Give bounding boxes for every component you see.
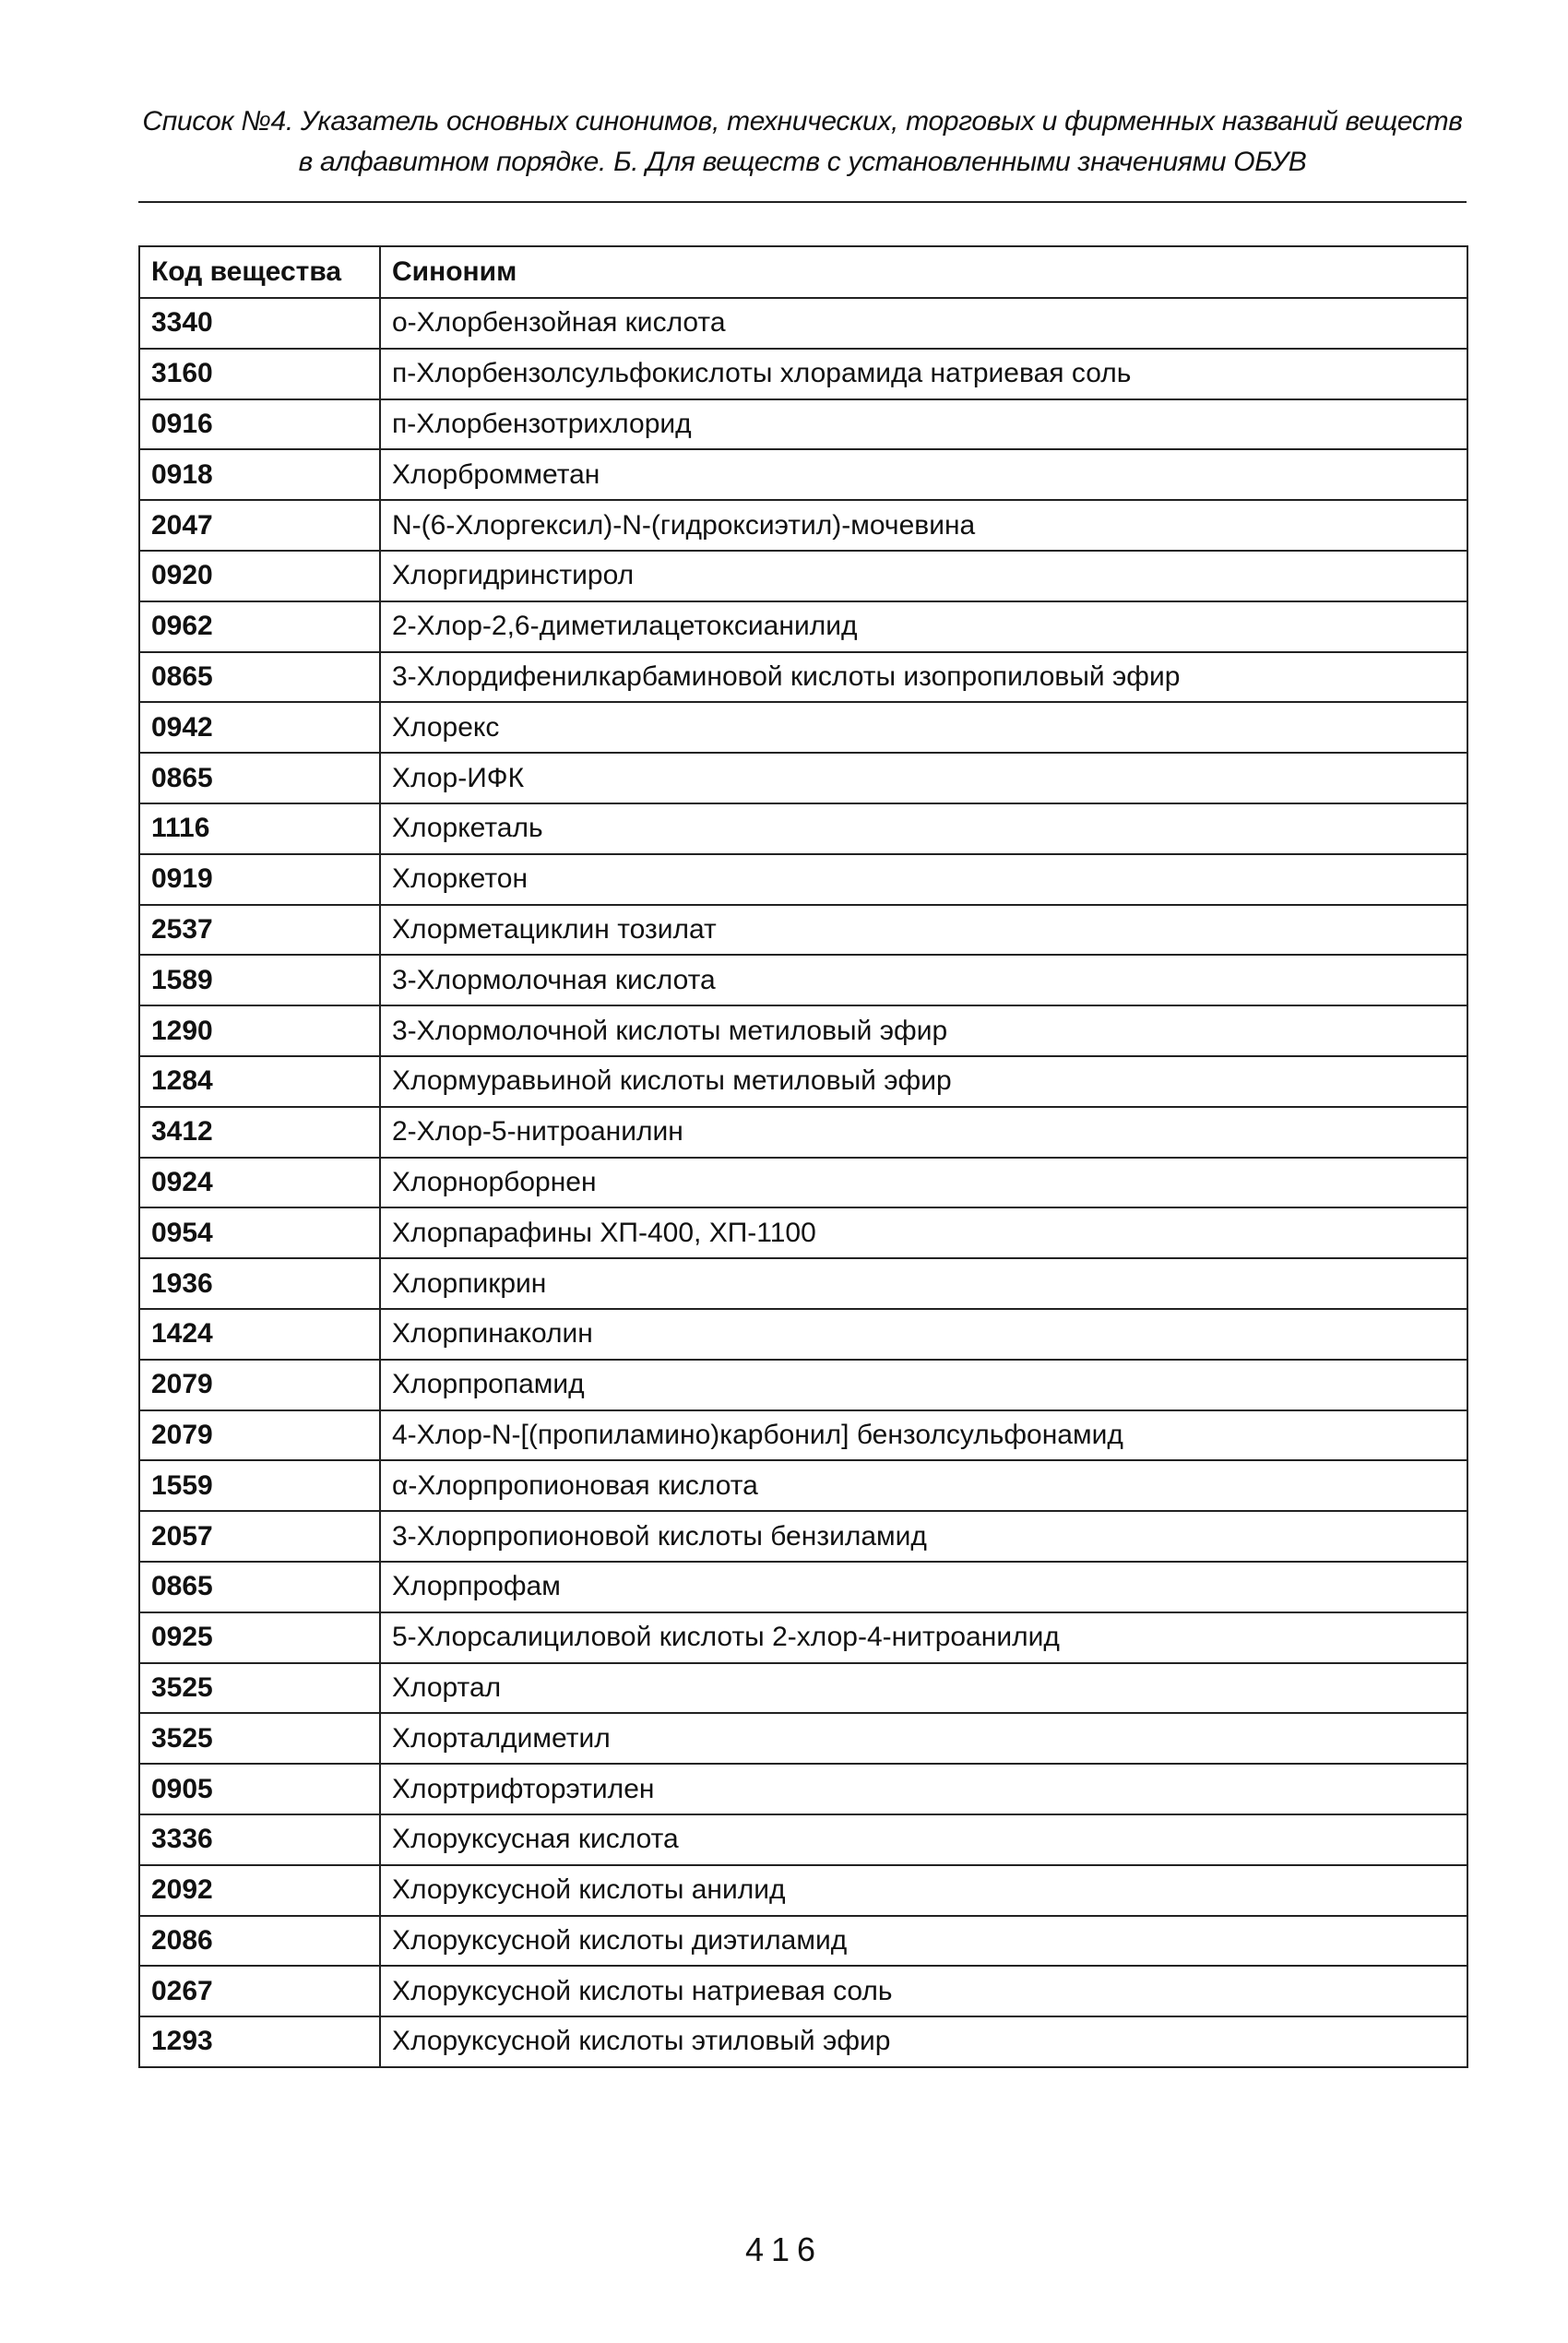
header-title-line-2: в алфавитном порядке. Б. Для веществ с установленными значениями ОБУВ — [298, 147, 1307, 177]
substance-code-cell: 3336 — [139, 1814, 380, 1865]
table-row — [139, 1663, 1467, 1714]
table-row — [139, 1612, 1467, 1663]
synonym-cell: 3-Хлормолочная кислота — [380, 955, 1467, 1005]
synonym-cell: 3-Хлордифенилкарбаминовой кислоты изопропиловый эфир — [380, 652, 1467, 703]
table-row — [139, 1764, 1467, 1814]
column-header-synonym: Синоним — [380, 246, 1467, 298]
table-row — [139, 1814, 1467, 1865]
substance-code-cell: 2079 — [139, 1360, 380, 1410]
synonym-cell: о-Хлорбензойная кислота — [380, 298, 1467, 349]
synonym-cell: 2-Хлор-5-нитроанилин — [380, 1107, 1467, 1158]
substance-code-cell: 2537 — [139, 905, 380, 956]
synonym-cell: Хлорпикрин — [380, 1258, 1467, 1309]
substance-code-cell: 0905 — [139, 1764, 380, 1814]
substance-code-cell: 1116 — [139, 803, 380, 854]
substance-code-cell: 0865 — [139, 753, 380, 803]
table-row — [139, 298, 1467, 349]
synonym-cell: Хлорпропамид — [380, 1360, 1467, 1410]
page-number: 416 — [744, 2230, 824, 2268]
synonym-cell: Хлоруксусной кислоты диэтиламид — [380, 1916, 1467, 1967]
synonyms-table — [138, 245, 1468, 2068]
substance-code-cell: 0865 — [139, 652, 380, 703]
substance-code-cell: 1589 — [139, 955, 380, 1005]
table-row — [139, 1158, 1467, 1208]
substance-code-cell: 0954 — [139, 1207, 380, 1258]
substance-code-cell: 0267 — [139, 1966, 380, 2016]
synonym-cell: 3-Хлорпропионовой кислоты бензиламид — [380, 1511, 1467, 1562]
table-row — [139, 1460, 1467, 1511]
table-row — [139, 1713, 1467, 1764]
synonym-cell: 5-Хлорсалициловой кислоты 2-хлор-4-нитроанилид — [380, 1612, 1467, 1663]
substance-code-cell: 1293 — [139, 2016, 380, 2067]
table-row — [139, 1562, 1467, 1612]
table-row — [139, 652, 1467, 703]
synonym-cell: Хлор-ИФК — [380, 753, 1467, 803]
table-row — [139, 601, 1467, 652]
table-row — [139, 1309, 1467, 1360]
table-row — [139, 1207, 1467, 1258]
column-header-code: Код вещества — [139, 246, 380, 298]
synonym-cell: Хлормуравьиной кислоты метиловый эфир — [380, 1056, 1467, 1107]
substance-code-cell: 2047 — [139, 500, 380, 551]
table-row — [139, 1511, 1467, 1562]
table-row — [139, 551, 1467, 601]
table-body — [139, 298, 1467, 2067]
substance-code-cell: 0920 — [139, 551, 380, 601]
table-header-row — [139, 246, 1467, 298]
substance-code-cell: 0865 — [139, 1562, 380, 1612]
table-row — [139, 702, 1467, 753]
page-header — [138, 101, 1467, 183]
table-row — [139, 2016, 1467, 2067]
table-row — [139, 1107, 1467, 1158]
synonym-cell: Хлоркеталь — [380, 803, 1467, 854]
substance-code-cell: 2079 — [139, 1410, 380, 1461]
substance-code-cell: 1290 — [139, 1005, 380, 1056]
table-row — [139, 1966, 1467, 2016]
substance-code-cell: 1936 — [139, 1258, 380, 1309]
table-row — [139, 753, 1467, 803]
table-row — [139, 1865, 1467, 1916]
substance-code-cell: 0919 — [139, 854, 380, 905]
synonym-cell: п-Хлорбензотрихлорид — [380, 399, 1467, 450]
synonym-cell: Хлорметациклин тозилат — [380, 905, 1467, 956]
header-title-line-1: Список №4. Указатель основных синонимов, технических, торговых и фирменных названий веществ — [142, 106, 1463, 137]
synonym-cell: Хлорекс — [380, 702, 1467, 753]
substance-code-cell: 1559 — [139, 1460, 380, 1511]
synonym-cell: Хлорнорборнен — [380, 1158, 1467, 1208]
synonym-cell: Хлортрифторэтилен — [380, 1764, 1467, 1814]
table-row — [139, 1360, 1467, 1410]
substance-code-cell: 3340 — [139, 298, 380, 349]
table-row — [139, 854, 1467, 905]
substance-code-cell: 1424 — [139, 1309, 380, 1360]
table-row — [139, 500, 1467, 551]
table-row — [139, 1258, 1467, 1309]
table-row — [139, 803, 1467, 854]
synonym-cell: Хлорталдиметил — [380, 1713, 1467, 1764]
table-row — [139, 955, 1467, 1005]
synonym-cell: Хлоркетон — [380, 854, 1467, 905]
synonym-cell: Хлоруксусная кислота — [380, 1814, 1467, 1865]
substance-code-cell: 0962 — [139, 601, 380, 652]
substance-code-cell: 0918 — [139, 449, 380, 500]
substance-code-cell: 0925 — [139, 1612, 380, 1663]
table-row — [139, 1410, 1467, 1461]
table-row — [139, 399, 1467, 450]
synonym-cell: Хлоруксусной кислоты анилид — [380, 1865, 1467, 1916]
table-row — [139, 449, 1467, 500]
substance-code-cell: 3525 — [139, 1663, 380, 1714]
substance-code-cell: 2086 — [139, 1916, 380, 1967]
substance-code-cell: 3525 — [139, 1713, 380, 1764]
synonym-cell: α-Хлорпропионовая кислота — [380, 1460, 1467, 1511]
synonym-cell: Хлорпрофам — [380, 1562, 1467, 1612]
table-row — [139, 905, 1467, 956]
synonym-cell: 3-Хлормолочной кислоты метиловый эфир — [380, 1005, 1467, 1056]
synonym-cell: Хлоруксусной кислоты натриевая соль — [380, 1966, 1467, 2016]
header-divider — [138, 201, 1467, 203]
table-row — [139, 349, 1467, 399]
synonyms-table-container — [138, 245, 1467, 2068]
table-row — [139, 1005, 1467, 1056]
substance-code-cell: 0916 — [139, 399, 380, 450]
synonym-cell: 2-Хлор-2,6-диметилацетоксианилид — [380, 601, 1467, 652]
substance-code-cell: 2092 — [139, 1865, 380, 1916]
synonym-cell: Хлоруксусной кислоты этиловый эфир — [380, 2016, 1467, 2067]
synonym-cell: Хлортал — [380, 1663, 1467, 1714]
substance-code-cell: 2057 — [139, 1511, 380, 1562]
substance-code-cell: 0942 — [139, 702, 380, 753]
substance-code-cell: 3412 — [139, 1107, 380, 1158]
synonym-cell: N-(6-Хлоргексил)-N-(гидроксиэтил)-мочевина — [380, 500, 1467, 551]
synonym-cell: 4-Хлор-N-[(пропиламино)карбонил] бензолсульфонамид — [380, 1410, 1467, 1461]
table-row — [139, 1916, 1467, 1967]
synonym-cell: п-Хлорбензолсульфокислоты хлорамида натриевая соль — [380, 349, 1467, 399]
synonym-cell: Хлоргидринстирол — [380, 551, 1467, 601]
synonym-cell: Хлорбромметан — [380, 449, 1467, 500]
substance-code-cell: 3160 — [139, 349, 380, 399]
substance-code-cell: 0924 — [139, 1158, 380, 1208]
substance-code-cell: 1284 — [139, 1056, 380, 1107]
table-row — [139, 1056, 1467, 1107]
synonym-cell: Хлорпинаколин — [380, 1309, 1467, 1360]
synonym-cell: Хлорпарафины ХП-400, ХП-1100 — [380, 1207, 1467, 1258]
